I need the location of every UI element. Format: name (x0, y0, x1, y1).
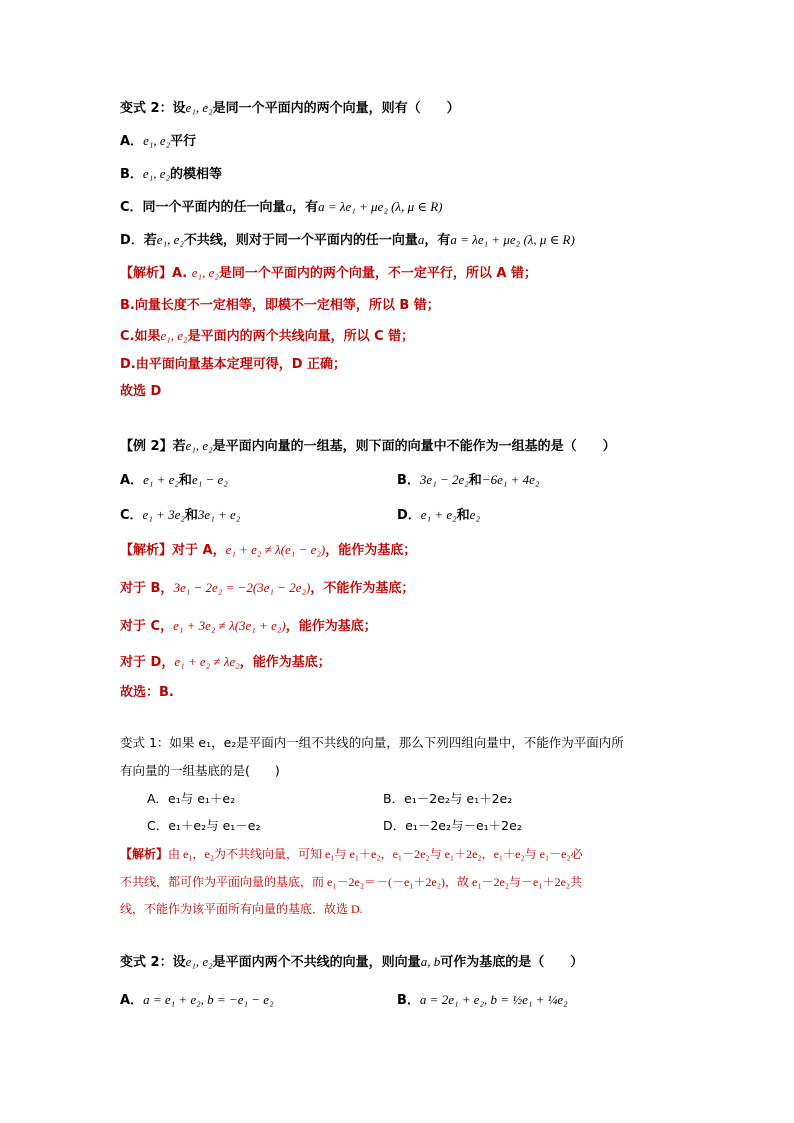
a3-line-1: 【解析】由 e₁，e₂为不共线向量，可知 e₁与 e₁＋e₂，e₁－2e₂与 e₁＋2e₂，e₁＋e₂与 e₁－e₂必 (120, 847, 583, 861)
q3-option-b: B．e₁－2e₂与 e₁＋2e₂ (383, 791, 513, 806)
q3-option-a: A．e₁与 e₁＋e₂ (147, 791, 236, 806)
a2-line-2: 对于 B，3e₁ − 2e₂ = −2(3e₁ − 2e₂)，不能作为基底； (120, 580, 415, 596)
a3-line-3: 线，不能作为该平面所有向量的基底．故选 D. (120, 902, 363, 916)
q3-line-1: 变式 1：如果 e₁，e₂是平面内一组不共线的向量，那么下列四组向量中，不能作为平面内所 (120, 735, 624, 750)
a2-line-4: 对于 D，e₁ + e₂ ≠ λe₂，能作为基底； (120, 654, 331, 670)
q3-option-d: D．e₁－2e₂与－e₁＋2e₂ (383, 818, 522, 833)
a2-line-1: 【解析】对于 A，e₁ + e₂ ≠ λ(e₁ − e₂)，能作为基底； (120, 542, 417, 558)
a1-line-5: 故选 D (120, 384, 162, 399)
a2-line-3: 对于 C，e₁ + 3e₂ ≠ λ(3e₁ + e₂)，能作为基底； (120, 618, 377, 634)
a3-line-2: 不共线，都可作为平面向量的基底，而 e₁－2e₂＝－(－e₁＋2e₂)，故 e₁－2e₂与－e₁＋2e₂共 (120, 875, 583, 889)
a2-line-5: 故选：B. (120, 685, 174, 700)
q1-title: 变式 2：设e₁, e₂是同一个平面内的两个向量，则有（ ） (120, 100, 460, 116)
q1-option-d: D．若e₁, e₂不共线，则对于同一个平面内的任一向量a，有a = λe₁ + μe₂ (λ, μ ∈ R) (120, 232, 575, 248)
q2-title: 【例 2】若e₁, e₂是平面内向量的一组基，则下面的向量中不能作为一组基的是（ ） (120, 438, 616, 454)
q3-line-2: 有向量的一组基底的是( ) (120, 763, 280, 778)
q2-option-b: B．3e₁ − 2e₂和−6e₁ + 4e₂ (397, 472, 540, 488)
q1-option-c: C．同一个平面内的任一向量a，有a = λe₁ + μe₂ (λ, μ ∈ R) (120, 199, 443, 215)
q2-option-a: A．e₁ + e₂和e₁ − e₂ (120, 472, 228, 488)
q4-option-a: A．a = e₁ + e₂, b = −e₁ − e₂ (120, 992, 274, 1008)
q4-option-b: B．a = 2e₁ + e₂, b = ½e₁ + ¼e₂ (397, 992, 568, 1008)
a1-line-3: C.如果e₁, e₂是平面内的两个共线向量，所以 C 错； (120, 328, 415, 344)
a1-line-2: B.向量长度不一定相等，即模不一定相等，所以 B 错； (120, 298, 440, 313)
a1-line-1: 【解析】A. e₁, e₂是同一个平面内的两个向量，不一定平行，所以 A 错； (120, 265, 537, 281)
q2-option-d: D．e₁ + e₂和e₂ (397, 507, 480, 523)
a1-line-4: D.由平面向量基本定理可得，D 正确； (120, 357, 347, 372)
q4-title: 变式 2：设e₁, e₂是平面内两个不共线的向量，则向量a, b可作为基底的是（ ） (120, 954, 584, 970)
q1-option-b: B．e₁, e₂的模相等 (120, 166, 223, 182)
q2-option-c: C．e₁ + 3e₂和3e₁ + e₂ (120, 507, 241, 523)
q1-option-a: A．e₁, e₂平行 (120, 133, 197, 149)
q3-option-c: C．e₁＋e₂与 e₁－e₂ (147, 818, 261, 833)
